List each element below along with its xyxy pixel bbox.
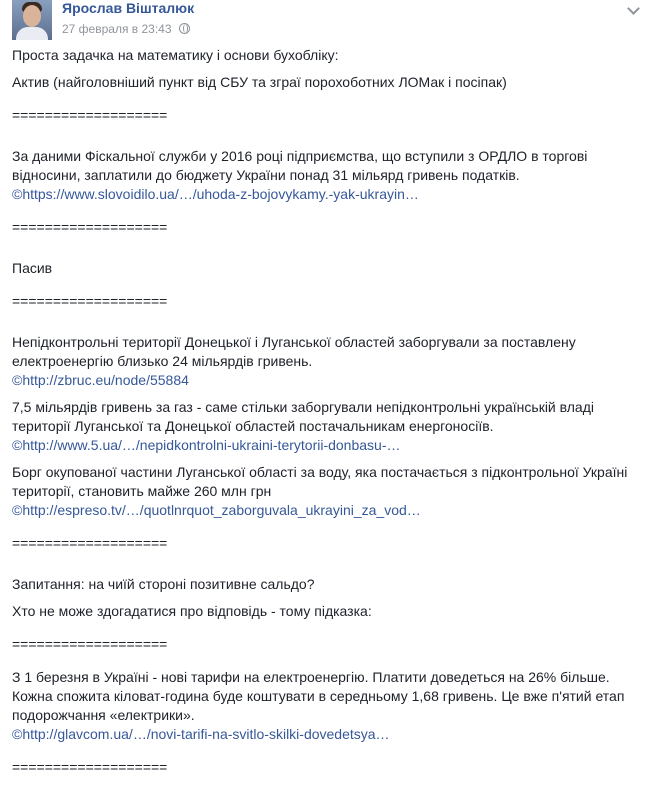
post-meta [62,22,190,37]
separator: =================== [12,636,168,652]
assets-heading: Актив (найголовніший пункт від СБУ та зграї порохоботних ЛОМак і посіпак) [12,74,507,90]
post-timestamp[interactable]: 27 февраля в 23:43 [62,22,172,36]
question-text: Запитання: на чиїй стороні позитивне сальдо? [12,576,315,592]
liab3-line2: території, становить майже 260 млн грн [12,483,272,499]
liab1-link[interactable]: ©http://zbruc.eu/node/55884 [12,372,189,388]
intro-text: Проста задачка на математику і основи бухобліку: [12,47,339,63]
asset1-line2: відносини, заплатили до бюджету України понад 31 мільярд гривень податків. [12,167,520,183]
liabilities-heading: Пасив [12,260,53,276]
separator: =================== [12,759,168,775]
hint1-line2: Кожна спожита кіловат-година буде коштувати в середньому 1,68 гривень. Це вже п'ятий етап [12,688,625,704]
separator: =================== [12,107,168,123]
liab2-line1: 7,5 мільярдів гривень за газ - саме стільки заборгували непідконтрольні українській владі [12,399,594,415]
separator: =================== [12,219,168,235]
liab3-line1: Борг окупованої частини Луганської області за воду, яка постачається з підконтрольної Україні [12,464,628,480]
liab2-link[interactable]: ©http://www.5.ua/…/nepidkontrolni-ukraini-terytorii-donbasu-… [12,437,401,453]
hint-text: Хто не може здогадатися про відповідь - тому підказка: [12,603,372,619]
post-header [12,0,640,40]
globe-icon [179,23,190,34]
separator: =================== [12,293,168,309]
avatar[interactable] [12,0,52,40]
hint1-line3: подорожчання «електрики». [12,707,195,723]
hint1-link[interactable]: ©http://glavcom.ua/…/novi-tarifi-na-svitlo-skilki-dovedetsya… [12,726,390,742]
hint1-line1: З 1 березня в Україні - нові тарифи на електроенергію. Платити доведеться на 26% більше. [12,669,610,685]
asset1-link[interactable]: ©https://www.slovoidilo.ua/…/uhoda-z-bojovykamy.-yak-ukrayin… [12,186,419,202]
asset1-line1: За даними Фіскальної служби у 2016 році підприємства, що вступили з ОРДЛО в торгові [12,148,588,164]
chevron-down-icon[interactable] [626,4,640,14]
liab1-line2: електроенергію близько 24 мільярдів гривень. [12,353,313,369]
liab1-line1: Непідконтрольні території Донецької і Луганської областей заборгували за поставлену [12,334,576,350]
separator: =================== [12,535,168,551]
liab3-link[interactable]: ©http://espreso.tv/…/quotlnrquot_zaborguvala_ukrayini_za_vod… [12,502,421,518]
post-body [12,46,640,791]
author-name[interactable]: Ярослав Вішталюк [62,0,195,16]
liab2-line2: території Луганської та Донецької областей постачальникам енергоносіїв. [12,418,494,434]
